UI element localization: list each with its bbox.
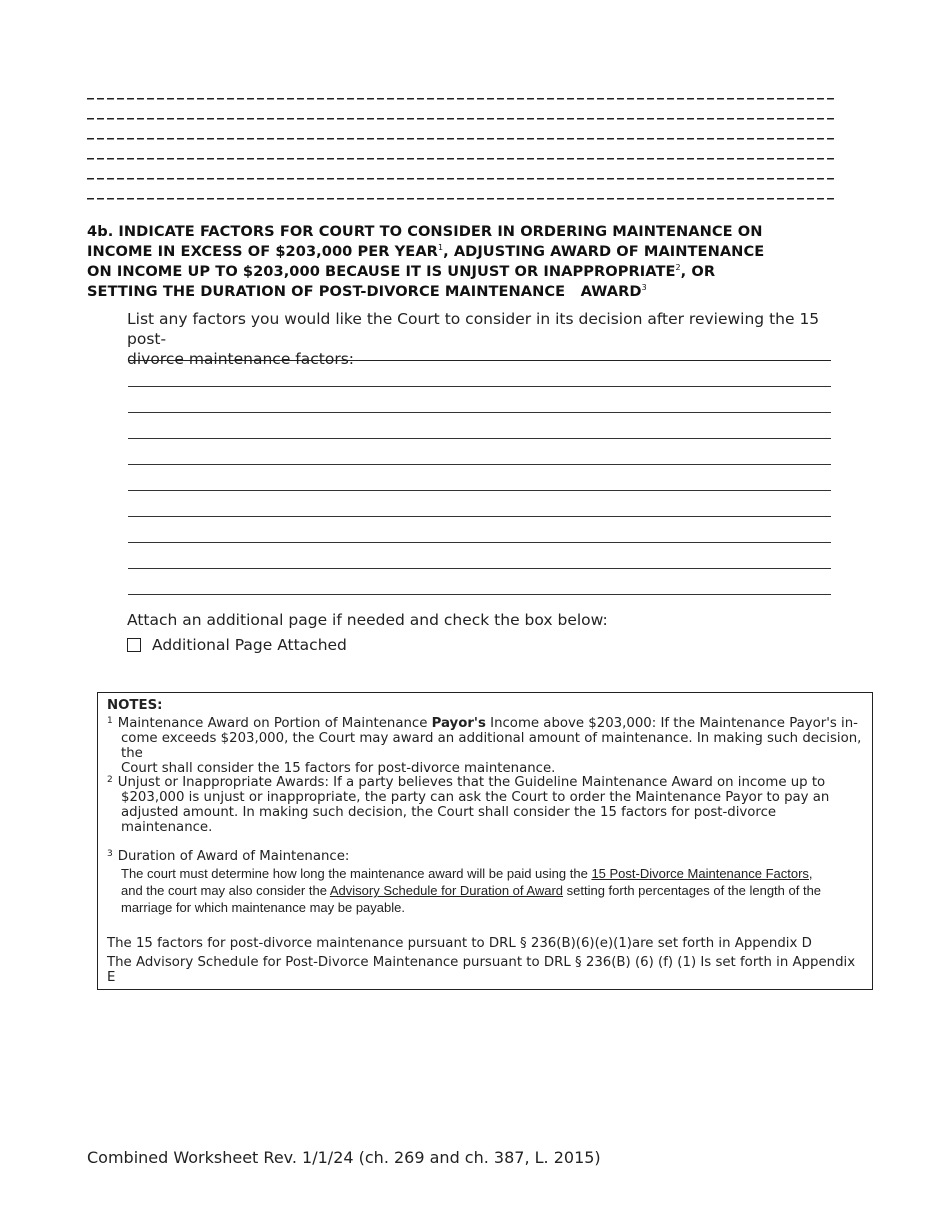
note-1: $^1$ Maintenance Award on Portion of Maintenance Payor's Income above $203,000: If the Maintenance Payor's in- come exceeds $203,000, the Court may award an additional amount of maintenance. In making such decision, the Court shall consider the 15 factors for post-divorce maintenance.	[107, 716, 862, 776]
dashed-line[interactable]	[87, 88, 837, 108]
dashed-line[interactable]	[87, 108, 837, 128]
answer-line[interactable]	[128, 543, 831, 569]
answer-line[interactable]	[128, 413, 831, 439]
footnote-ref-3: 3	[641, 283, 647, 292]
section-4b-heading: 4b. INDICATE FACTORS FOR COURT TO CONSIDER IN ORDERING MAINTENANCE ON INCOME IN EXCESS OF $203,000 PER YEAR$^1$, ADJUSTING AWARD OF MAINTENANCE ON INCOME UP TO $203,000 BECAUSE IT IS UNJUST OR INAPPROPRIATE$^2$, OR SETTING THE DURATION OF POST-DIVORCE MAINTENANCE AWARD$^3$	[87, 223, 765, 300]
appendix-e-reference: The Advisory Schedule for Post-Divorce Maintenance pursuant to DRL § 236(B) (6) (f) (1) Is set forth in Appendix E	[107, 955, 856, 985]
maintenance-factors-link[interactable]: 15 Post-Divorce Maintenance Factors,	[591, 866, 813, 881]
factors-answer-area[interactable]	[128, 360, 831, 595]
notes-box	[97, 692, 873, 990]
footer-revision: Combined Worksheet Rev. 1/1/24 (ch. 269 and ch. 387, L. 2015)	[87, 1148, 601, 1167]
attach-instruction: Attach an additional page if needed and check the box below:	[127, 611, 608, 629]
additional-page-label: Additional Page Attached	[152, 636, 347, 654]
answer-line[interactable]	[128, 361, 831, 387]
factors-prompt: List any factors you would like the Court to consider in its decision after reviewing the 15 post- divorce maintenance factors:	[127, 310, 820, 368]
footnote-ref-2: 2	[675, 263, 681, 272]
answer-line[interactable]	[128, 517, 831, 543]
notes-title: NOTES:	[107, 698, 163, 713]
dashed-line[interactable]	[87, 188, 837, 208]
note-2: $^2$ Unjust or Inappropriate Awards: If a party believes that the Guideline Maintenance Award on income up to $203,000 is unjust or inappropriate, the party can ask the Court to order the Maintenance Payor to pay an adjusted amount. In making such decision, the Court shall consider the 15 factors for post-divorce maintenance.	[107, 775, 830, 835]
answer-line[interactable]	[128, 491, 831, 517]
appendix-d-reference: The 15 factors for post-divorce maintenance pursuant to DRL § 236(B)(6)(e)(1)are set forth in Appendix D	[107, 936, 812, 951]
dashed-line[interactable]	[87, 168, 837, 188]
answer-line[interactable]	[128, 465, 831, 491]
additional-page-checkbox[interactable]	[127, 638, 141, 652]
answer-line[interactable]	[128, 387, 831, 413]
answer-line[interactable]	[128, 569, 831, 595]
dashed-line[interactable]	[87, 148, 837, 168]
additional-page-checkbox-row[interactable]	[127, 636, 347, 654]
advisory-schedule-link[interactable]: Advisory Schedule for Duration of Award	[329, 883, 564, 898]
dashed-line[interactable]	[87, 128, 837, 148]
blank-dashed-lines	[87, 88, 837, 208]
answer-line[interactable]	[128, 439, 831, 465]
note-3: $^3$ Duration of Award of Maintenance: The court must determine how long the maintenance award will be paid using the 15 Post-Divorce Maintenance Factors, and the court may also consider the Advisory Schedule for Duration of Award setting forth percentages of the length of the marriage for which maintenance may be payable.	[107, 849, 822, 915]
footnote-ref-1: 1	[437, 243, 444, 252]
